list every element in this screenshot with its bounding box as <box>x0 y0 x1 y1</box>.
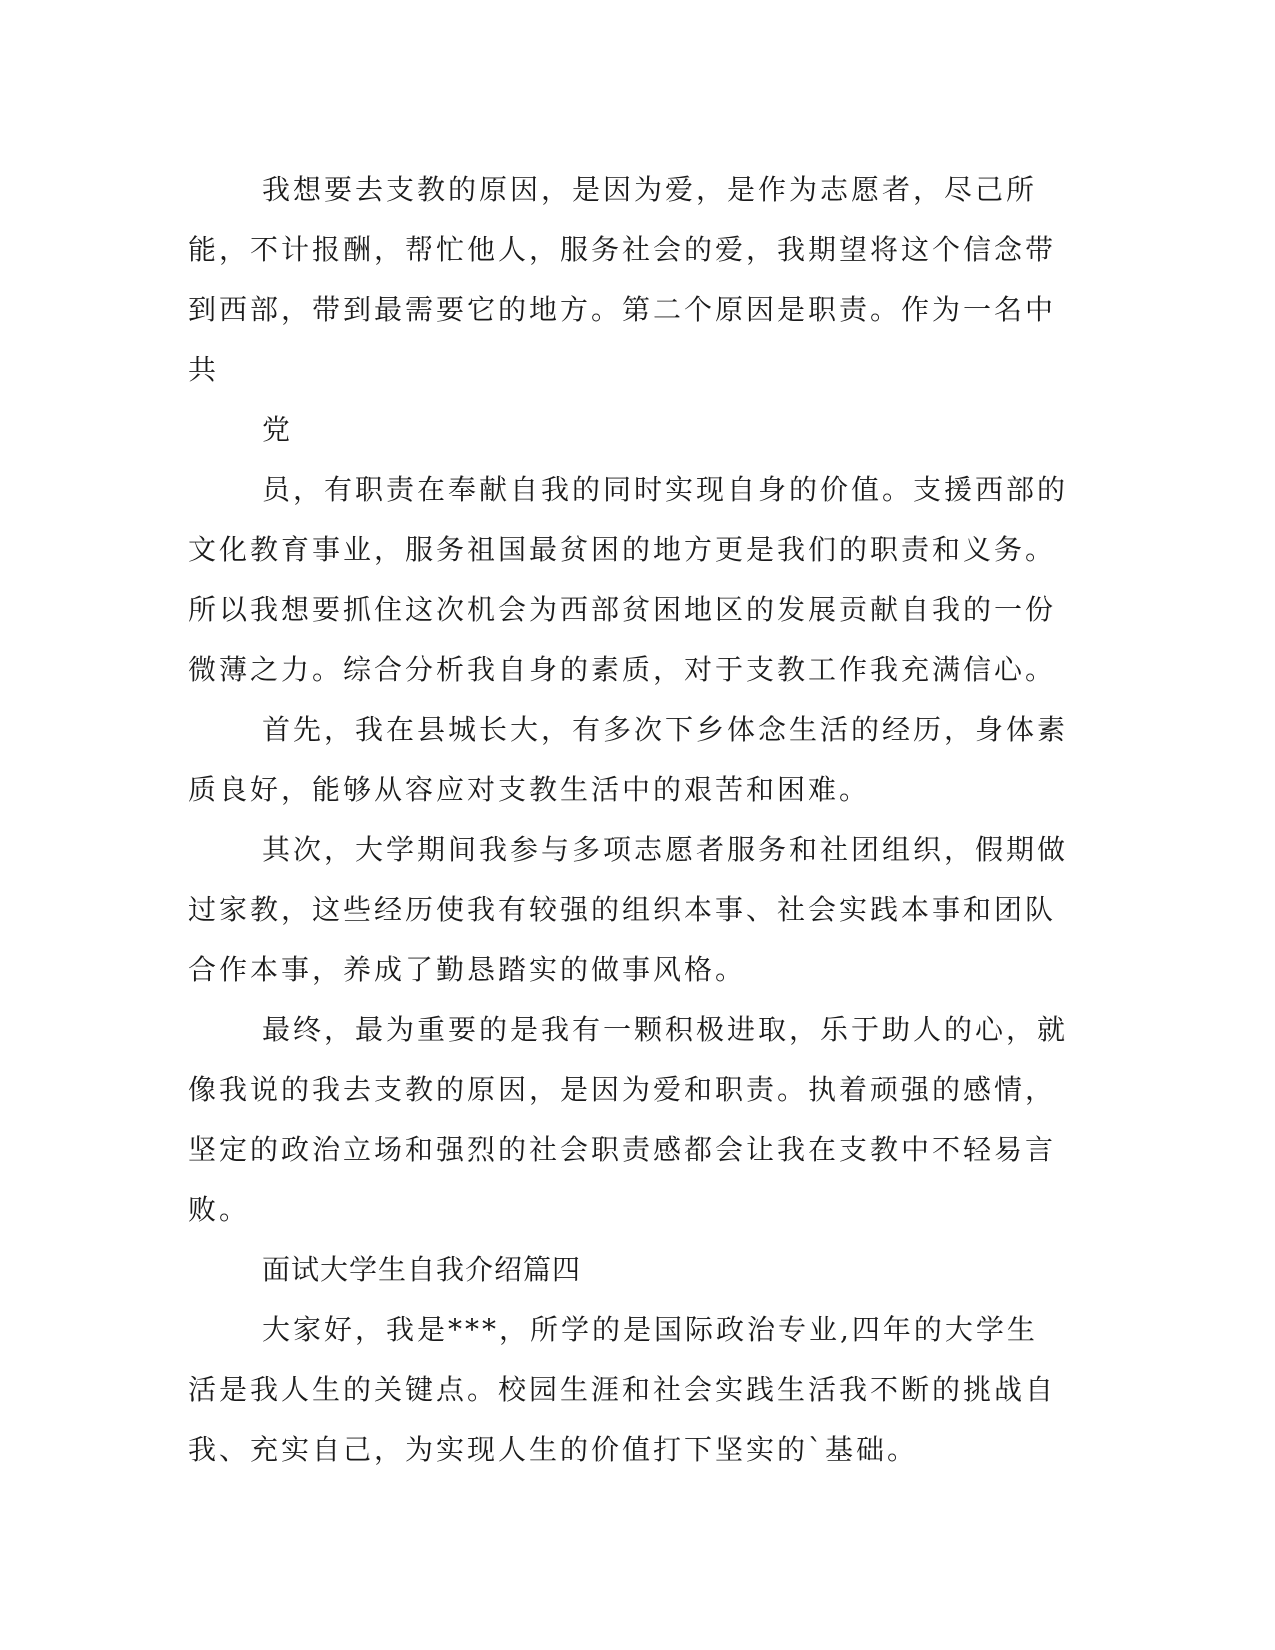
paragraph-first-point: 首先，我在县城长大，有多次下乡体念生活的经历，身体素质良好，能够从容应对支教生活中的艰苦和困难。 <box>188 713 1069 806</box>
paragraph-second-point: 其次，大学期间我参与多项志愿者服务和社团组织，假期做过家教，这些经历使我有较强的组织本事、社会实践本事和团队合作本事，养成了勤恳踏实的做事风格。 <box>188 833 1069 986</box>
document-body <box>188 160 1068 1480</box>
paragraph-party: 党 <box>262 413 294 446</box>
section-heading: 面试大学生自我介绍篇四 <box>262 1253 582 1286</box>
paragraph-motivation: 我想要去支教的原因，是因为爱，是作为志愿者，尽己所能，不计报酬，帮忙他人，服务社会的爱，我期望将这个信念带到西部，带到最需要它的地方。第二个原因是职责。作为一名中共 <box>188 173 1057 386</box>
paragraph-final-point: 最终，最为重要的是我有一颗积极进取，乐于助人的心，就像我说的我去支教的原因，是因为爱和职责。执着顽强的感情，坚定的政治立场和强烈的社会职责感都会让我在支教中不轻易言败。 <box>188 1013 1069 1226</box>
paragraph-introduction: 大家好，我是***，所学的是国际政治专业,四年的大学生活是我人生的关键点。校园生涯和社会实践生活我不断的挑战自我、充实自己，为实现人生的价值打下坚实的`基础。 <box>188 1313 1057 1466</box>
paragraph-responsibility: 员，有职责在奉献自我的同时实现自身的价值。支援西部的文化教育事业，服务祖国最贫困的地方更是我们的职责和义务。所以我想要抓住这次机会为西部贫困地区的发展贡献自我的一份微薄之力。综合分析我自身的素质，对于支教工作我充满信心。 <box>188 473 1069 686</box>
